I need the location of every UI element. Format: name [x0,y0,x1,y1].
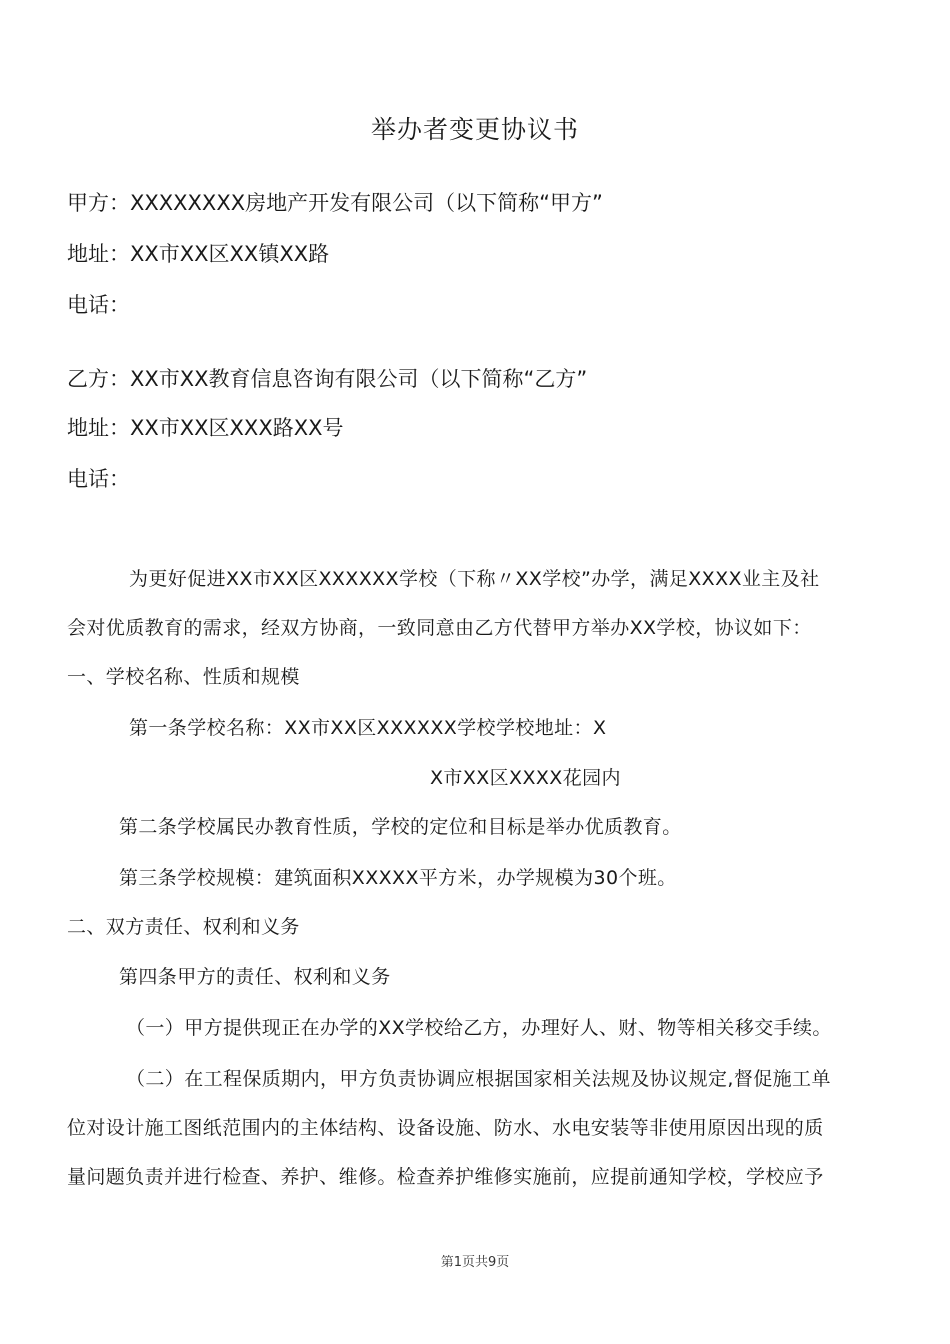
page-footer: 第1页共9页 [440,1255,510,1270]
article-4-item-2-line-3: 量问题负责并进行检查、养护、维修。检查养护维修实施前，应提前通知学校，学校应予 [67,1166,824,1188]
article-1-line-1: 第一条学校名称：XX市XX区XXXXXX学校学校地址：X [129,717,607,739]
article-4-item-1: （一）甲方提供现正在办学的XX学校给乙方，办理好人、财、物等相关移交手续。 [126,1017,832,1039]
party-a-phone: 电话： [67,293,130,317]
article-4: 第四条甲方的责任、权利和义务 [119,966,391,988]
party-a-name: 甲方：XXXXXXXX房地产开发有限公司（以下简称“甲方” [67,191,603,215]
party-a-address: 地址：XX市XX区XX镇XX路 [67,242,330,266]
section-2-heading: 二、双方责任、权利和义务 [67,916,300,938]
party-b-phone: 电话： [67,467,130,491]
preamble-line-2: 会对优质教育的需求，经双方协商，一致同意由乙方代替甲方举办XX学校，协议如下： [67,617,812,639]
article-4-item-2-line-2: 位对设计施工图纸范围内的主体结构、设备设施、防水、水电安装等非使用原因出现的质 [67,1117,824,1139]
document-title: 举办者变更协议书 [370,115,579,144]
article-3: 第三条学校规模：建筑面积XXXXX平方米，办学规模为30个班。 [119,867,677,889]
preamble-line-1: 为更好促进XX市XX区XXXXXX学校（下称〃XX学校”办学，满足XXXX业主及社 [129,568,820,590]
article-4-item-2-line-1: （二）在工程保质期内，甲方负责协调应根据国家相关法规及协议规定,督促施工单 [126,1068,831,1090]
party-b-address: 地址：XX市XX区XXX路XX号 [67,416,344,440]
party-b-name: 乙方：XX市XX教育信息咨询有限公司（以下简称“乙方” [67,367,588,391]
section-1-heading: 一、学校名称、性质和规模 [67,666,300,688]
article-1-line-2: X市XX区XXXX花园内 [430,767,621,789]
article-2: 第二条学校属民办教育性质，学校的定位和目标是举办优质教育。 [119,816,682,838]
